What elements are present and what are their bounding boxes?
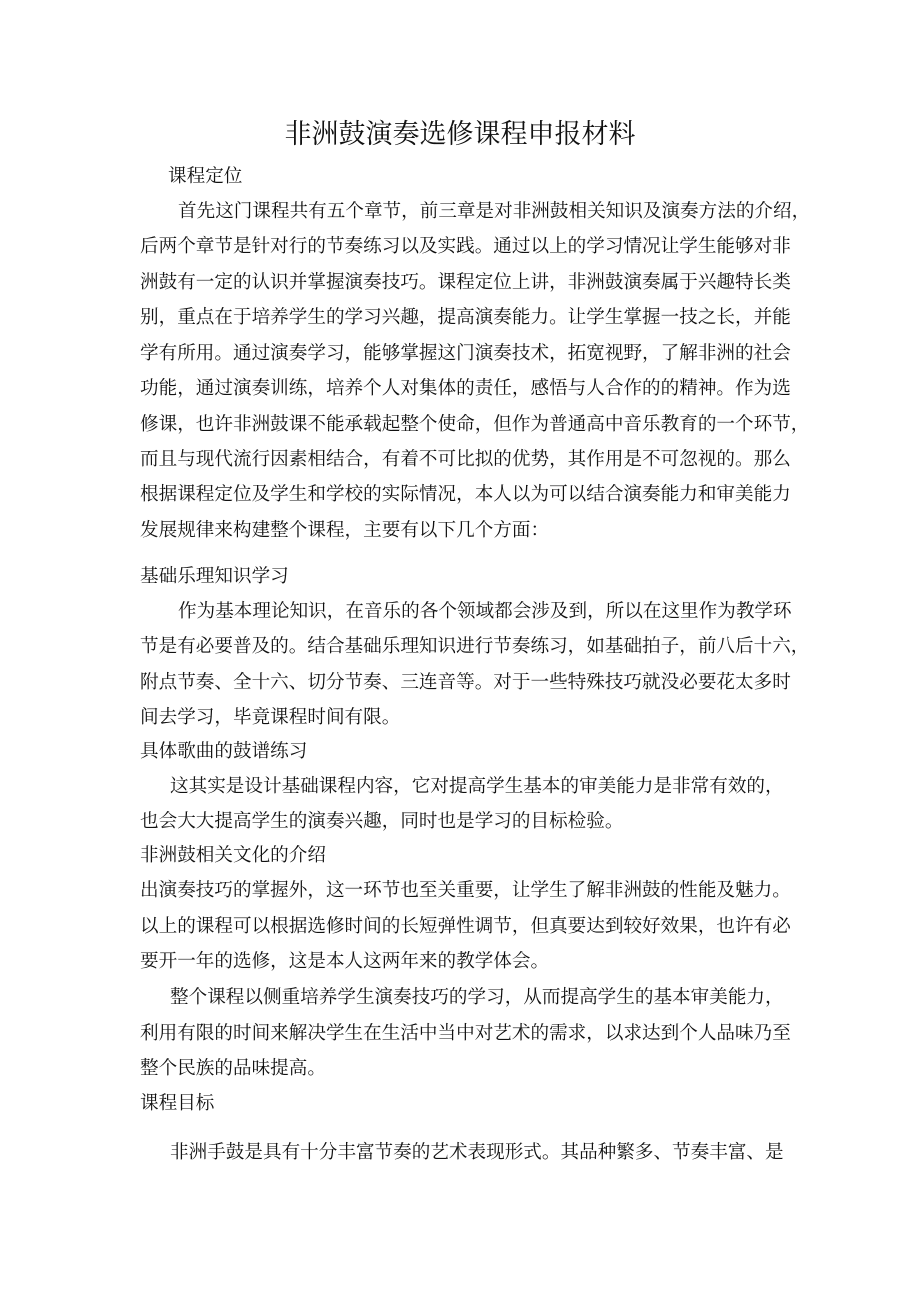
text-line: 以上的课程可以根据选修时间的长短弹性调节，但真要达到较好效果，也许有必: [140, 916, 791, 937]
text-line: 要开一年的选修，这是本人这两年来的教学体会。: [140, 951, 550, 972]
text-line: 节是有必要普及的。结合基础乐理知识进行节奏练习，如基础拍子，前八后十六，: [140, 636, 810, 657]
text-line: 首先这门课程共有五个章节，前三章是对非洲鼓相关知识及演奏方法的介绍，: [178, 201, 811, 222]
text-line: 作为基本理论知识，在音乐的各个领域都会涉及到，所以在这里作为教学环: [178, 601, 792, 622]
section-heading: 基础乐理知识学习: [140, 566, 289, 587]
text-line: 后两个章节是针对行的节奏练习以及实践。通过以上的学习情况让学生能够对非: [140, 236, 791, 257]
text-line: 利用有限的时间来解决学生在生活中当中对艺术的需求，以求达到个人品味乃至: [140, 1023, 791, 1044]
section-heading: 课程定位: [168, 166, 243, 187]
text-line: 间去学习，毕竟课程时间有限。: [140, 707, 401, 728]
text-line: 整个民族的品味提高。: [140, 1058, 326, 1079]
text-line: 修课，也许非洲鼓课不能承载起整个使命，但作为普通高中音乐教育的一个环节，: [140, 414, 810, 435]
text-line: 附点节奏、全十六、切分节奏、三连音等。对于一些特殊技巧就没必要花太多时: [140, 672, 791, 693]
text-line: 根据课程定位及学生和学校的实际情况，本人以为可以结合演奏能力和审美能力: [140, 484, 791, 505]
text-line: 学有所用。通过演奏学习，能够掌握这门演奏技术，拓宽视野，了解非洲的社会: [140, 343, 791, 364]
text-line: 非洲手鼓是具有十分丰富节奏的艺术表现形式。其品种繁多、节奏丰富、是: [170, 1142, 784, 1163]
text-line: 而且与现代流行因素相结合，有着不可比拟的优势，其作用是不可忽视的。那么: [140, 449, 791, 470]
text-line: 整个课程以侧重培养学生演奏技巧的学习，从而提高学生的基本审美能力，: [170, 987, 784, 1008]
text-line: 洲鼓有一定的认识并掌握演奏技巧。课程定位上讲，非洲鼓演奏属于兴趣特长类: [140, 272, 791, 293]
section-heading: 具体歌曲的鼓谱练习: [140, 741, 308, 762]
text-line: 功能，通过演奏训练，培养个人对集体的责任，感悟与人合作的的精神。作为选: [140, 378, 791, 399]
text-line: 出演奏技巧的掌握外，这一环节也至关重要，让学生了解非洲鼓的性能及魅力。: [140, 880, 791, 901]
section-heading: 课程目标: [140, 1093, 215, 1114]
text-line: 别，重点在于培养学生的学习兴趣，提高演奏能力。让学生掌握一技之长，并能: [140, 307, 791, 328]
section-heading: 非洲鼓相关文化的介绍: [140, 845, 326, 866]
text-line: 这其实是设计基础课程内容，它对提高学生基本的审美能力是非常有效的，: [170, 776, 784, 797]
text-line: 也会大大提高学生的演奏兴趣，同时也是学习的目标检验。: [140, 811, 624, 832]
document-title: 非洲鼓演奏选修课程申报材料: [284, 119, 636, 150]
text-line: 发展规律来构建整个课程，主要有以下几个方面：: [140, 520, 550, 541]
